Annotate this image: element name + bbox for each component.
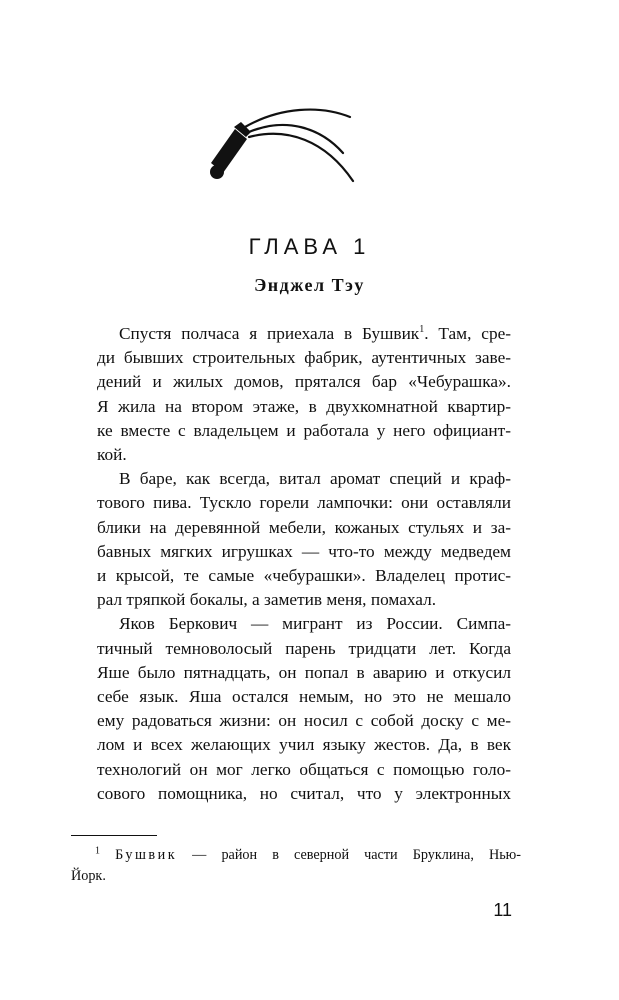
- footnote-line: $^1$ Бушвик — район в северной части Бруклина, Нью-: [95, 845, 522, 863]
- body-line: ди бывших строительных фабрик, аутентичных заве-: [97, 348, 511, 368]
- body-line: тового пива. Тускло горели лампочки: они оставляли: [97, 493, 511, 513]
- footnote-line: Йорк.: [71, 868, 106, 884]
- chapter-author: Энджел Тэу: [254, 275, 365, 295]
- body-line: Яков Беркович — мигрант из России. Симпа-: [119, 614, 511, 634]
- page-number: 11: [493, 900, 512, 920]
- footnote-number: 1: [95, 845, 100, 857]
- body-line: и крысой, те самые «чебурашки». Владелец протис-: [97, 566, 511, 586]
- body-line: лом и всех желающих учил языку жестов. Да, в век: [97, 735, 511, 755]
- chapter-title: ГЛАВА 1: [248, 234, 371, 259]
- footnote: [71, 845, 521, 887]
- body-line: рал тряпкой бокалы, а заметив меня, помахал.: [97, 590, 437, 610]
- body-line: Спустя полчаса я приехала в Бушвик$^1$. Там, сре-: [119, 324, 512, 343]
- body-line: блики на деревянной мебели, кожаных стульях и за-: [97, 517, 511, 537]
- body-text: [97, 322, 511, 806]
- body-line: дений и жилых домов, прятался бар «Чебурашка».: [97, 372, 511, 392]
- body-line: себе язык. Яша остался немым, но это не мешало: [97, 687, 511, 707]
- body-line: В баре, как всегда, витал аромат специй и краф-: [119, 469, 511, 489]
- body-line: Яше было пятнадцать, он попал в аварию и откусил: [97, 662, 511, 682]
- body-line: бавных мягких игрушках — что-то между медведем: [97, 541, 511, 561]
- body-line: кой.: [97, 445, 127, 465]
- footnote-term: Бушвик: [115, 847, 178, 863]
- whip-ornament-icon: [205, 105, 365, 190]
- body-line: Я жила на втором этаже, в двухкомнатной квартир-: [97, 396, 511, 416]
- body-line: ке вместе с владельцем и работала у него официант-: [97, 420, 511, 440]
- footnote-marker: 1: [419, 324, 425, 336]
- body-line: сового помощника, но считал, что у электронных: [97, 783, 511, 803]
- body-line: технологий он мог легко общаться с помощью голо-: [97, 759, 511, 779]
- body-line: тичный темноволосый парень тридцати лет. Когда: [97, 638, 511, 658]
- footnote-divider: [71, 835, 157, 836]
- body-line: ему радоваться жизни: он носил с собой доску с ме-: [97, 711, 511, 731]
